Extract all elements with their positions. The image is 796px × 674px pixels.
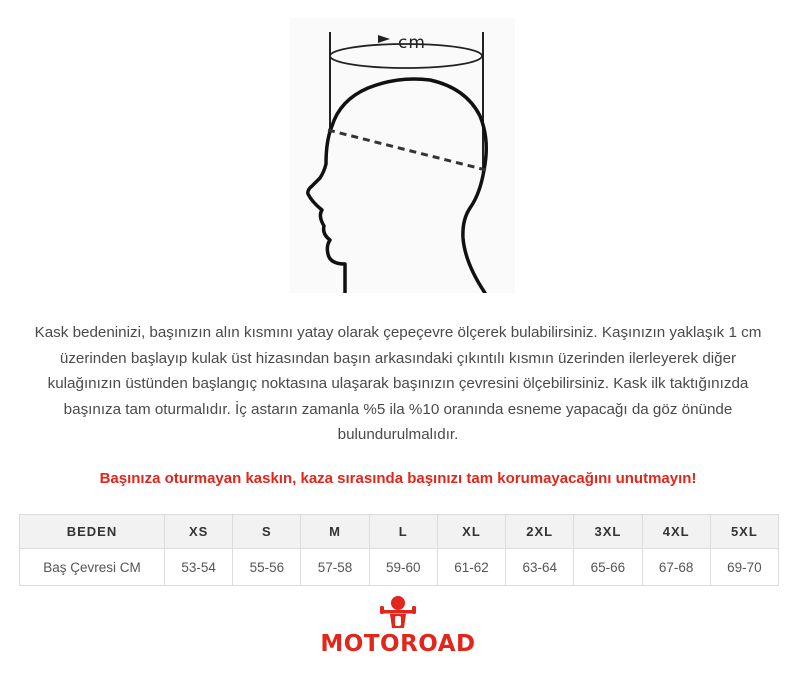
warning-text: Başınıza oturmayan kaskın, kaza sırasında başınızı tam korumayacağını unutmayın! — [99, 470, 697, 487]
header-cell: S — [233, 515, 301, 549]
header-cell: BEDEN — [20, 515, 165, 549]
table-cell: 55-56 — [233, 549, 301, 586]
size-chart-table — [19, 514, 779, 586]
table-cell: 69-70 — [710, 549, 778, 586]
unit-label: cm — [398, 33, 426, 53]
table-cell: 63-64 — [506, 549, 574, 586]
table-cell: 57-58 — [301, 549, 369, 586]
table-cell: 67-68 — [642, 549, 710, 586]
measurement-description: Kask bedeninizi, başınızın alın kısmını yatay olarak çepeçevre ölçerek bulabilirsiniz. Kaşınızın yaklaşık 1 cm üzerinden başlayıp kulak üst hizasından başın arkasındaki çıkıntılı kısmın üzerinden ilerleyerek diğer kulağınızın üstünden başlangıç noktasına ulaşarak başınızın çevresini ölçebilirsiniz. Kask ilk taktığınızda başınıza tam oturmalıdır. İç astarın zamanla %5 ila %10 oranında esneme yapacağı da göz önünde bulundurulmalıdır. — [34, 324, 762, 443]
head-measurement-icon — [290, 18, 515, 293]
header-cell: 4XL — [642, 515, 710, 549]
brand-name: MOTOROAD — [320, 631, 476, 657]
header-cell: 5XL — [710, 515, 778, 549]
header-cell: 2XL — [506, 515, 574, 549]
table-header-row — [20, 515, 779, 549]
table-cell: 59-60 — [369, 549, 437, 586]
row-label-cell: Baş Çevresi CM — [20, 549, 165, 586]
rider-logo-icon — [318, 594, 478, 630]
table-cell: 65-66 — [574, 549, 642, 586]
header-cell: 3XL — [574, 515, 642, 549]
header-cell: XS — [165, 515, 233, 549]
table-cell: 53-54 — [165, 549, 233, 586]
table-row — [20, 549, 779, 586]
header-cell: L — [369, 515, 437, 549]
header-cell: XL — [437, 515, 505, 549]
header-cell: M — [301, 515, 369, 549]
table-cell: 61-62 — [437, 549, 505, 586]
head-measurement-illustration — [290, 18, 515, 293]
brand-logo — [318, 594, 478, 664]
